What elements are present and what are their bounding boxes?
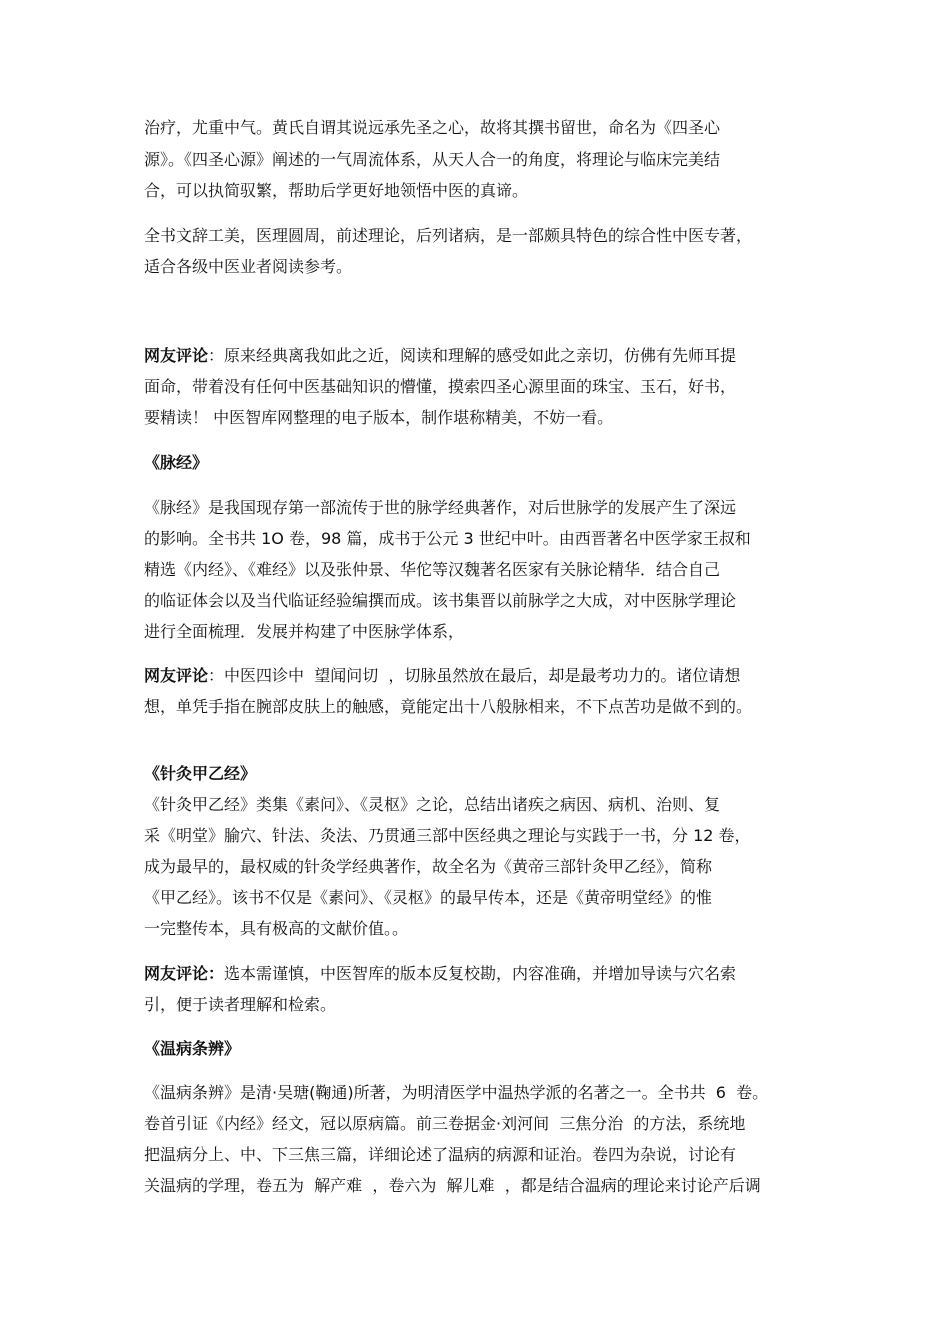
body-text-line: 面命，带着没有任何中医基础知识的懵懂，摸索四圣心源里面的珠宝、玉石，好书， — [144, 377, 737, 396]
comment-label: 网友评论： — [144, 964, 225, 983]
body-text-line: 的临证体会以及当代临证经验编撰而成。该书集晋以前脉学之大成，对中医脉学理论 — [144, 591, 737, 610]
body-text-line: 卷首引证《内经》经文，冠以原病篇。前三卷据金·刘河间 三焦分治 的方法，系统地 — [144, 1114, 746, 1133]
body-text-line: 成为最早的，最权威的针灸学经典著作，故全名为《黄帝三部针灸甲乙经》，简称 — [144, 857, 713, 876]
comment-line — [144, 963, 736, 985]
comment-text: 选本需谨慎，中医智库的版本反复校勘，内容准确，并增加导读与穴名索 — [224, 964, 737, 983]
body-text-line: 适合各级中医业者阅读参考。 — [144, 257, 353, 276]
body-text-line: 的影响。全书共 1O 卷，98 篇，成书于公元 3 世纪中叶。由西晋著名中医学家王叔和 — [144, 529, 751, 548]
body-text-line: 《甲乙经》。该书不仅是《素问》、《灵枢》的最早传本，还是《黄帝明堂经》的惟 — [144, 888, 713, 907]
comment-line — [144, 665, 740, 687]
comment-label: 网友评论 — [144, 666, 209, 685]
comment-line — [144, 345, 736, 367]
body-text-line: 《针灸甲乙经》类集《素问》、《灵枢》之论，总结出诸疾之病因、病机、治则、复 — [144, 795, 721, 814]
body-text-line: 采《明堂》腧穴、针法、灸法、乃贯通三部中医经典之理论与实践于一书，分 12 卷， — [144, 826, 751, 845]
comment-text: ：中医四诊中 望闻问切 ，切脉虽然放在最后，却是最考功力的。诸位请想 — [208, 666, 741, 685]
body-text-line: 关温病的学理，卷五为 解产难 ，卷六为 解儿难 ，都是结合温病的理论来讨论产后调 — [144, 1176, 761, 1195]
body-text-line: 精选《内经》、《难经》以及张仲景、华佗等汉魏著名医家有关脉论精华．结合自己 — [144, 560, 721, 579]
body-text-line: 要精读！ 中医智库网整理的电子版本，制作堪称精美，不妨一看。 — [144, 408, 614, 427]
body-text-line: 一完整传本，具有极高的文献价值。。 — [144, 919, 409, 938]
section-heading: 《温病条辨》 — [144, 1039, 241, 1058]
body-text-line: 进行全面梳理．发展并构建了中医脉学体系， — [144, 622, 465, 641]
body-text-line: 源》。《四圣心源》阐述的一气周流体系，从天人合一的角度，将理论与临床完美结 — [144, 150, 721, 169]
body-text-line: 治疗，尤重中气。黄氏自谓其说远承先圣之心，故将其撰书留世，命名为《四圣心 — [144, 118, 721, 137]
body-text-line: 合，可以执简驭繁，帮助后学更好地领悟中医的真谛。 — [144, 181, 529, 200]
section-heading: 《针灸甲乙经》 — [144, 764, 257, 783]
body-text-line: 全书文辞工美，医理圆周，前述理论，后列诸病，是一部颇具特色的综合性中医专著， — [144, 226, 753, 245]
section-heading: 《脉经》 — [144, 453, 209, 472]
comment-text: ：原来经典离我如此之近，阅读和理解的感受如此之亲切，仿佛有先师耳提 — [208, 346, 737, 365]
body-text-line: 《温病条辨》是清·吴瑭(鞠通)所著，为明清医学中温热学派的名著之一。全书共 6 卷。 — [144, 1083, 769, 1102]
body-text-line: 《脉经》是我国现存第一部流传于世的脉学经典著作，对后世脉学的发展产生了深远 — [144, 498, 737, 517]
body-text-line: 把温病分上、中、下三焦三篇，详细论述了温病的病源和证治。卷四为杂说，讨论有 — [144, 1145, 737, 1164]
body-text-line: 想，单凭手指在腕部皮肤上的触感，竟能定出十八般脉相来，不下点苦功是做不到的。 — [144, 697, 753, 716]
comment-label: 网友评论 — [144, 346, 209, 365]
body-text-line: 引，便于读者理解和检索。 — [144, 995, 337, 1014]
